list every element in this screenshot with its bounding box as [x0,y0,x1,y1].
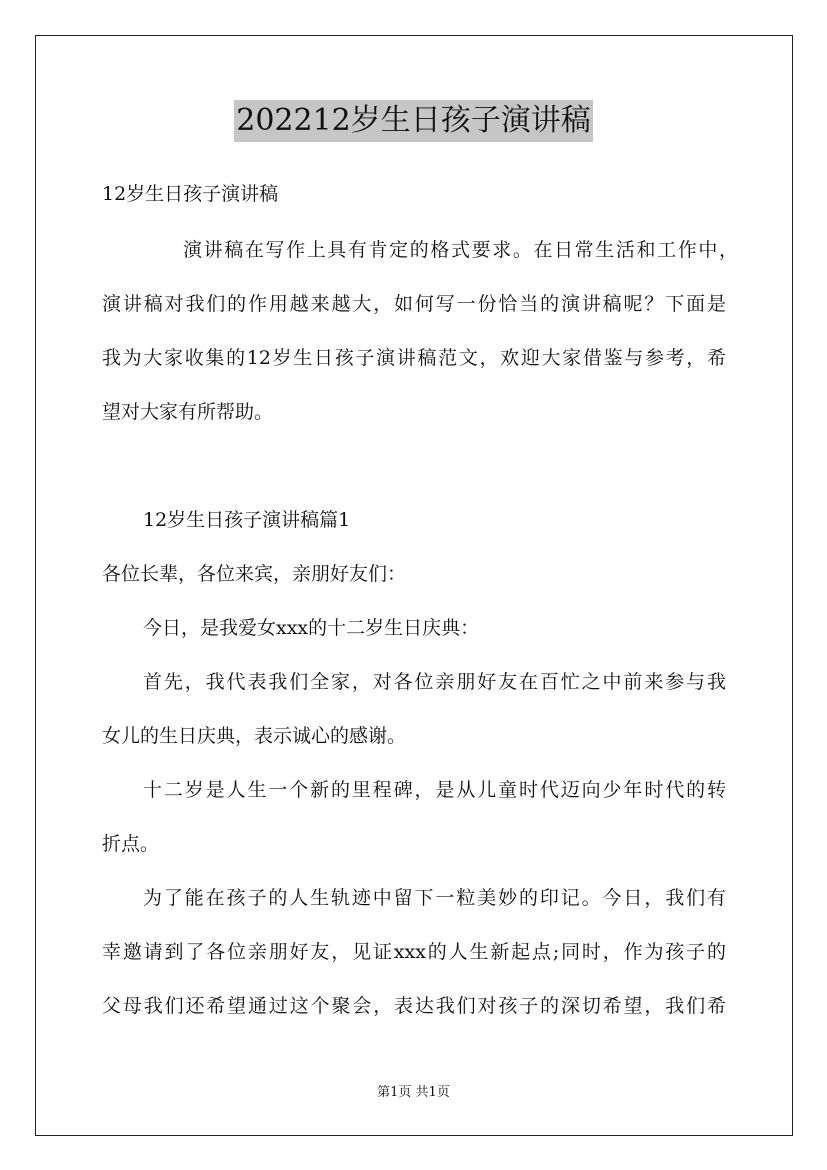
body-line-1: 各位长辈，各位来宾，亲朋好友们： [102,563,407,585]
title-container [0,100,827,142]
page-number: 第1页 共1页 [377,1085,450,1100]
intro-line-4: 望对大家有所帮助。 [102,401,274,423]
body-line-3: 首先，我代表我们全家，对各位亲朋好友在百忙之中前来参与我 [143,671,726,693]
body-line-7: 为了能在孩子的人生轨迹中留下一粒美妙的印记。今日，我们有 [143,887,726,909]
intro-line-1: 演讲稿在写作上具有肯定的格式要求。在日常生活和工作中， [183,239,738,261]
body-line-6: 折点。 [102,833,160,855]
body-line-5: 十二岁是人生一个新的里程碑，是从儿童时代迈向少年时代的转 [143,779,726,801]
document-subtitle: 12岁生日孩子演讲稿 [102,183,279,205]
section-heading: 12岁生日孩子演讲稿篇1 [143,509,351,531]
body-line-4: 女儿的生日庆典，表示诚心的感谢。 [102,725,407,747]
body-line-8: 幸邀请到了各位亲朋好友，见证xxx的人生新起点;同时，作为孩子的 [102,941,726,963]
document-title: 202212岁生日孩子演讲稿 [234,100,593,142]
body-line-2: 今日，是我爱女xxx的十二岁生日庆典： [143,617,480,639]
intro-line-3: 我为大家收集的12岁生日孩子演讲稿范文，欢迎大家借鉴与参考，希 [102,347,726,369]
body-line-9: 父母我们还希望通过这个聚会，表达我们对孩子的深切希望，我们希 [102,995,726,1017]
intro-line-2: 演讲稿对我们的作用越来越大，如何写一份恰当的演讲稿呢？下面是 [102,293,726,315]
